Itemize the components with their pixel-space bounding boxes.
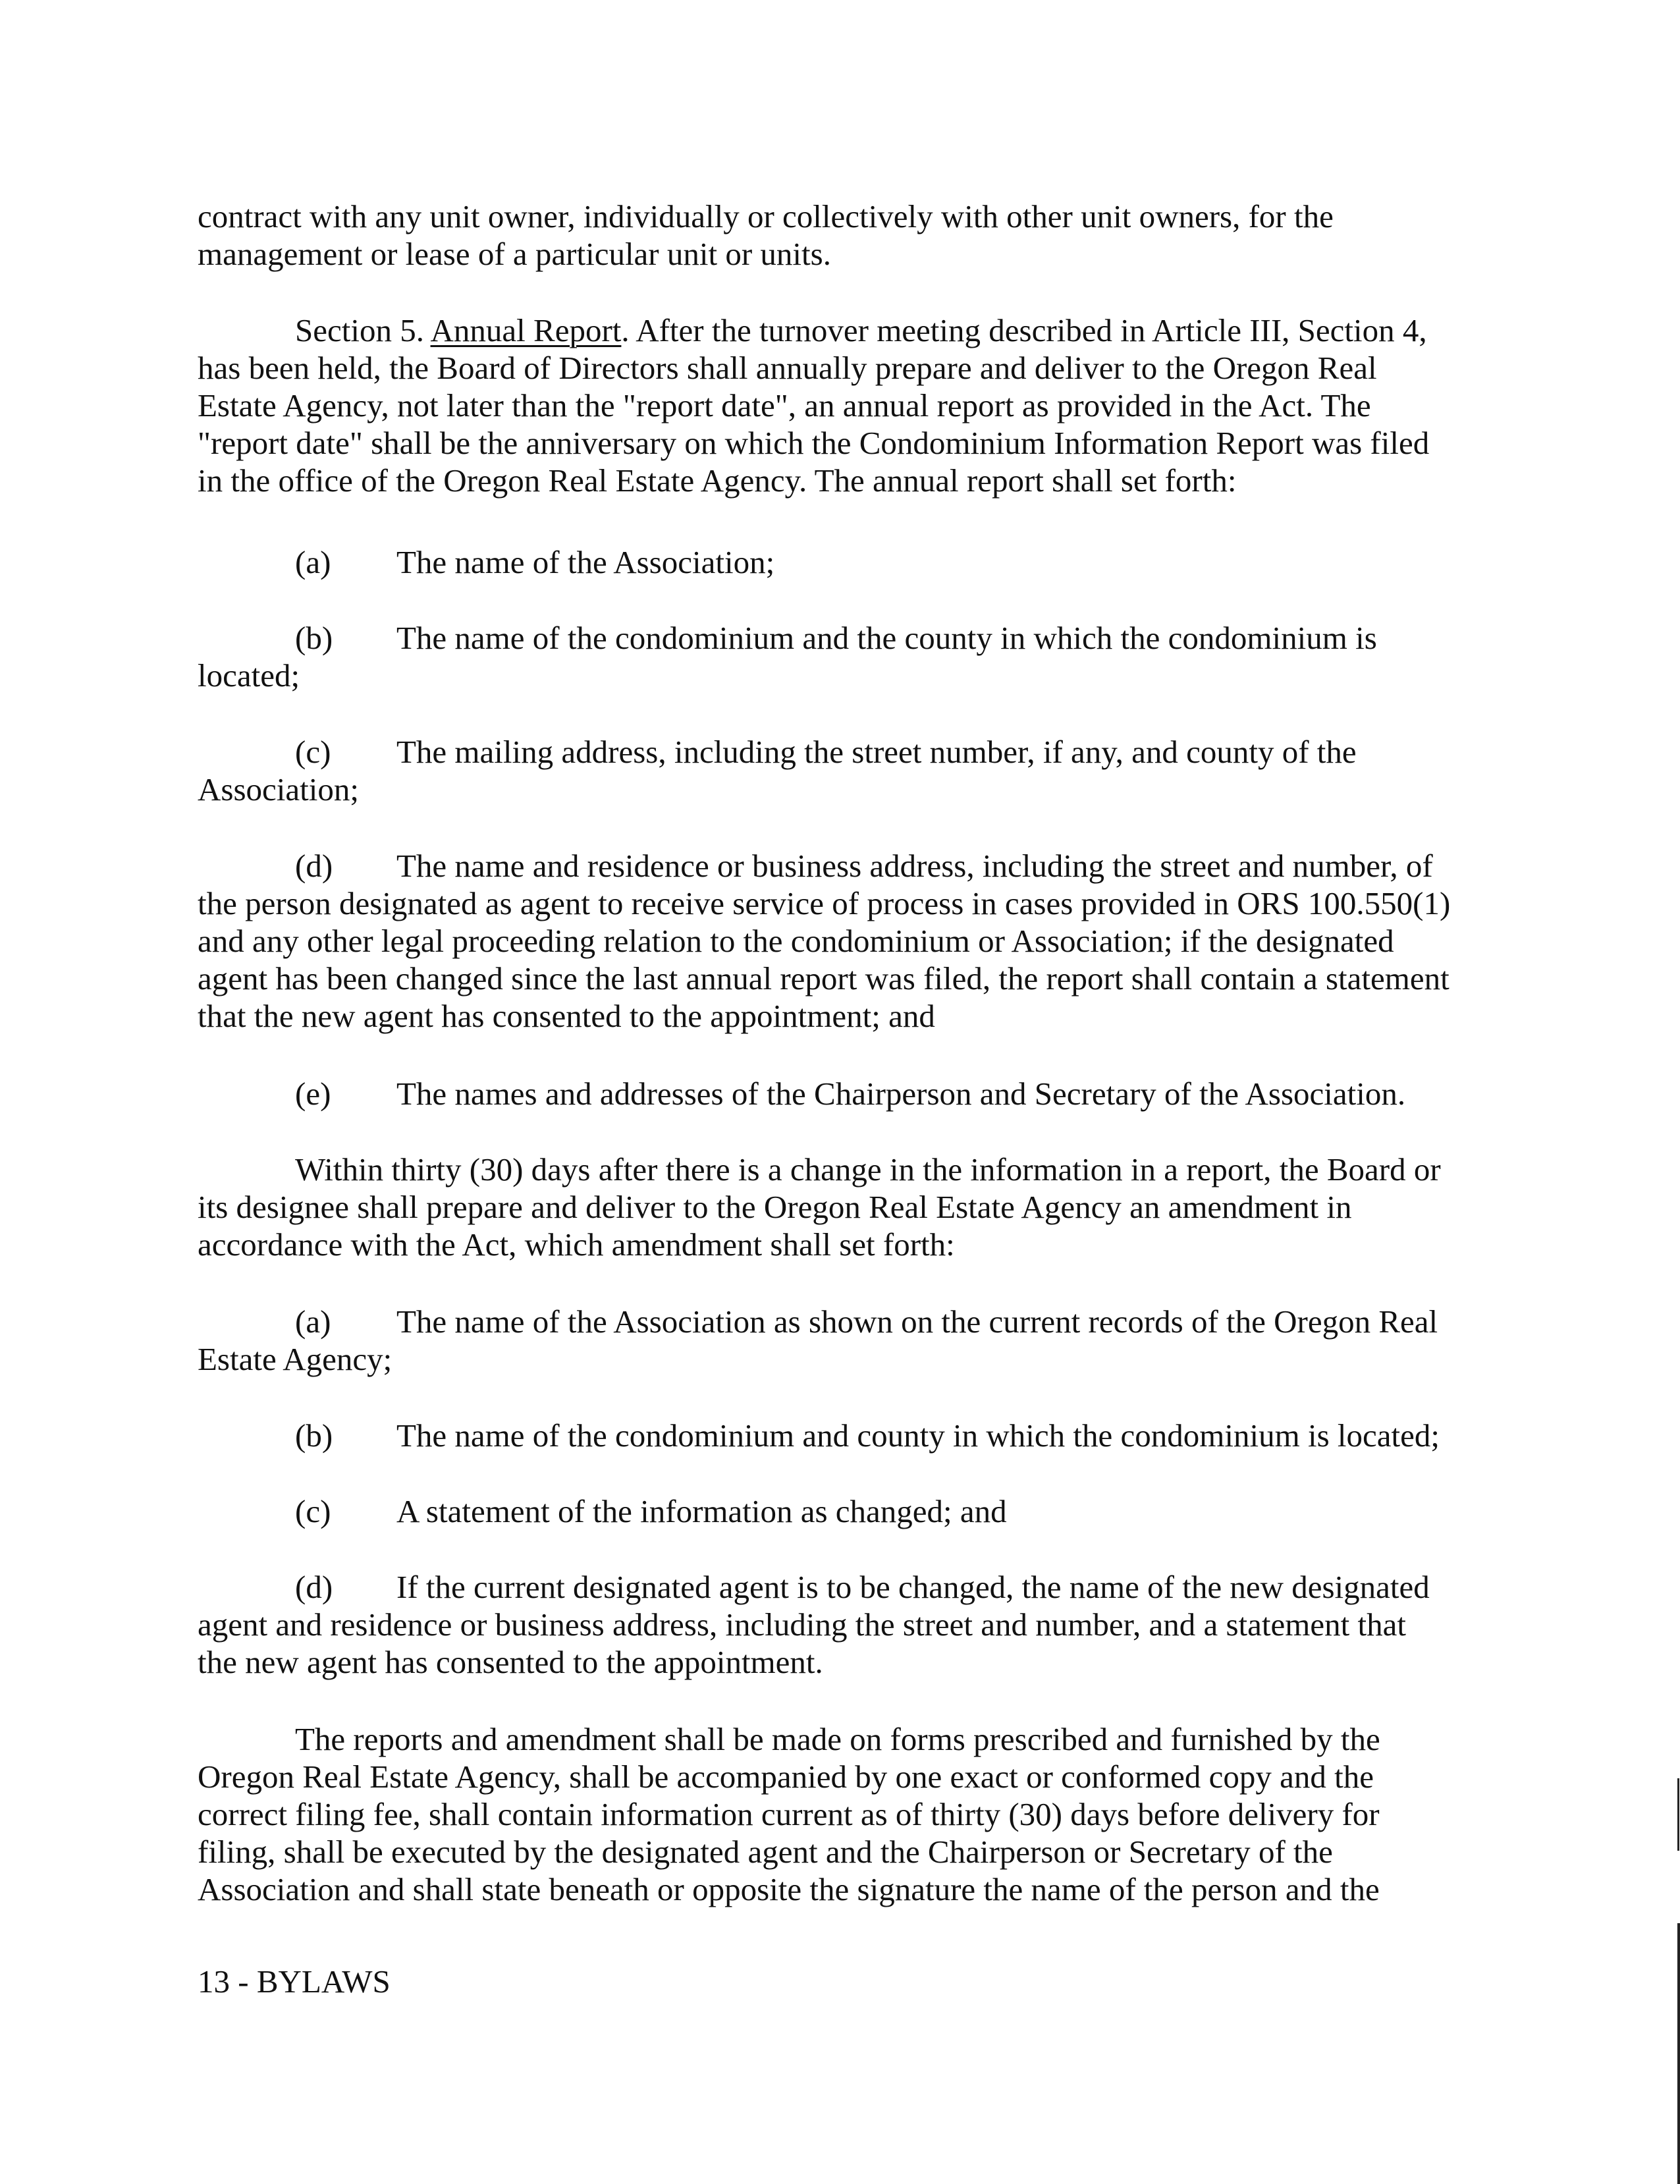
list2-item-b [198, 1417, 1488, 1454]
section-5-paragraph [198, 312, 1488, 499]
list-item-text: The name and residence or business address, including the street and number, of [396, 848, 1433, 884]
list-item-text: The name of the condominium and county in which the condominium is located; [396, 1417, 1440, 1454]
list1-item-b [198, 619, 1488, 694]
section-5-lead: Section 5. [295, 312, 431, 348]
list-item-label: (b) [295, 620, 333, 656]
list2-item-a [198, 1303, 1488, 1378]
list-item-label: (d) [295, 1569, 333, 1605]
list1-item-d [198, 847, 1488, 1035]
section-5-body-line1: . After the turnover meeting described in Article III, Section 4, [621, 312, 1427, 348]
section-5-body: has been held, the Board of Directors shall annually prepare and deliver to the Oregon Real Estate Agency, not later than the "report date", an annual report as provided in the Act. The "report date" shall be the anniversary on which the Condominium Information Report was filed in the office of the Oregon Real Estate Agency. The annual report shall set forth: [198, 350, 1430, 499]
list-item-continuation: located; [198, 657, 300, 694]
list-item-label: (a) [295, 1303, 331, 1340]
list-item-label: (c) [295, 1493, 331, 1529]
list-item-text: The names and addresses of the Chairperson and Secretary of the Association. [396, 1076, 1406, 1112]
list-item-continuation: Association; [198, 771, 359, 807]
intro-paragraph: contract with any unit owner, individually or collectively with other unit owners, for the management or lease of a particular unit or units. [198, 198, 1334, 272]
list-item-label: (a) [295, 544, 331, 580]
forms-paragraph: The reports and amendment shall be made on forms prescribed and furnished by the Oregon Real Estate Agency, shall be accompanied by one exact or conformed copy and the correct filing fee, shall contain information current as of thirty (30) days before delivery for filing, shall be executed by the designated agent and the Chairperson or Secretary of the Association and shall state beneath or opposite the signature the name of the person and the [198, 1721, 1380, 1907]
list-item-text: The name of the condominium and the county in which the condominium is [396, 620, 1377, 656]
list-item-continuation: the person designated as agent to receive service of process in cases provided in ORS 100.550(1) and any other legal proceeding relation to the condominium or Association; if the designated agent has been changed since the last annual report was filed, the report shall contain a statement that the new agent has consented to the appointment; and [198, 885, 1451, 1034]
list-item-label: (e) [295, 1076, 331, 1112]
list-item-text: The name of the Association as shown on the current records of the Oregon Real [396, 1303, 1438, 1340]
page-footer: 13 - BYLAWS [198, 1963, 391, 2000]
list-item-label: (d) [295, 848, 333, 884]
section-5-heading: Annual Report [430, 312, 622, 348]
list-item-text: The name of the Association; [396, 544, 775, 580]
list1-item-e [198, 1075, 1488, 1112]
list-item-continuation: agent and residence or business address, including the street and number, and a statement that the new agent has consented to the appointment. [198, 1606, 1406, 1680]
list-item-continuation: Estate Agency; [198, 1341, 393, 1377]
amendment-paragraph: Within thirty (30) days after there is a change in the information in a report, the Board or its designee shall prepare and deliver to the Oregon Real Estate Agency an amendment in accordance with the Act, which amendment shall set forth: [198, 1151, 1441, 1263]
list2-item-d [198, 1568, 1488, 1681]
list-item-label: (b) [295, 1417, 333, 1454]
list-item-text: A statement of the information as changed; and [396, 1493, 1007, 1529]
list-item-label: (c) [295, 734, 331, 770]
list-item-text: If the current designated agent is to be changed, the name of the new designated [396, 1569, 1430, 1605]
list2-item-c [198, 1492, 1488, 1530]
list1-item-c [198, 733, 1488, 808]
scan-edge-mark [1677, 1778, 1679, 1851]
list1-item-a [198, 543, 1488, 581]
list-item-text: The mailing address, including the street number, if any, and county of the [396, 734, 1357, 770]
scan-edge-mark [1677, 1923, 1680, 2184]
